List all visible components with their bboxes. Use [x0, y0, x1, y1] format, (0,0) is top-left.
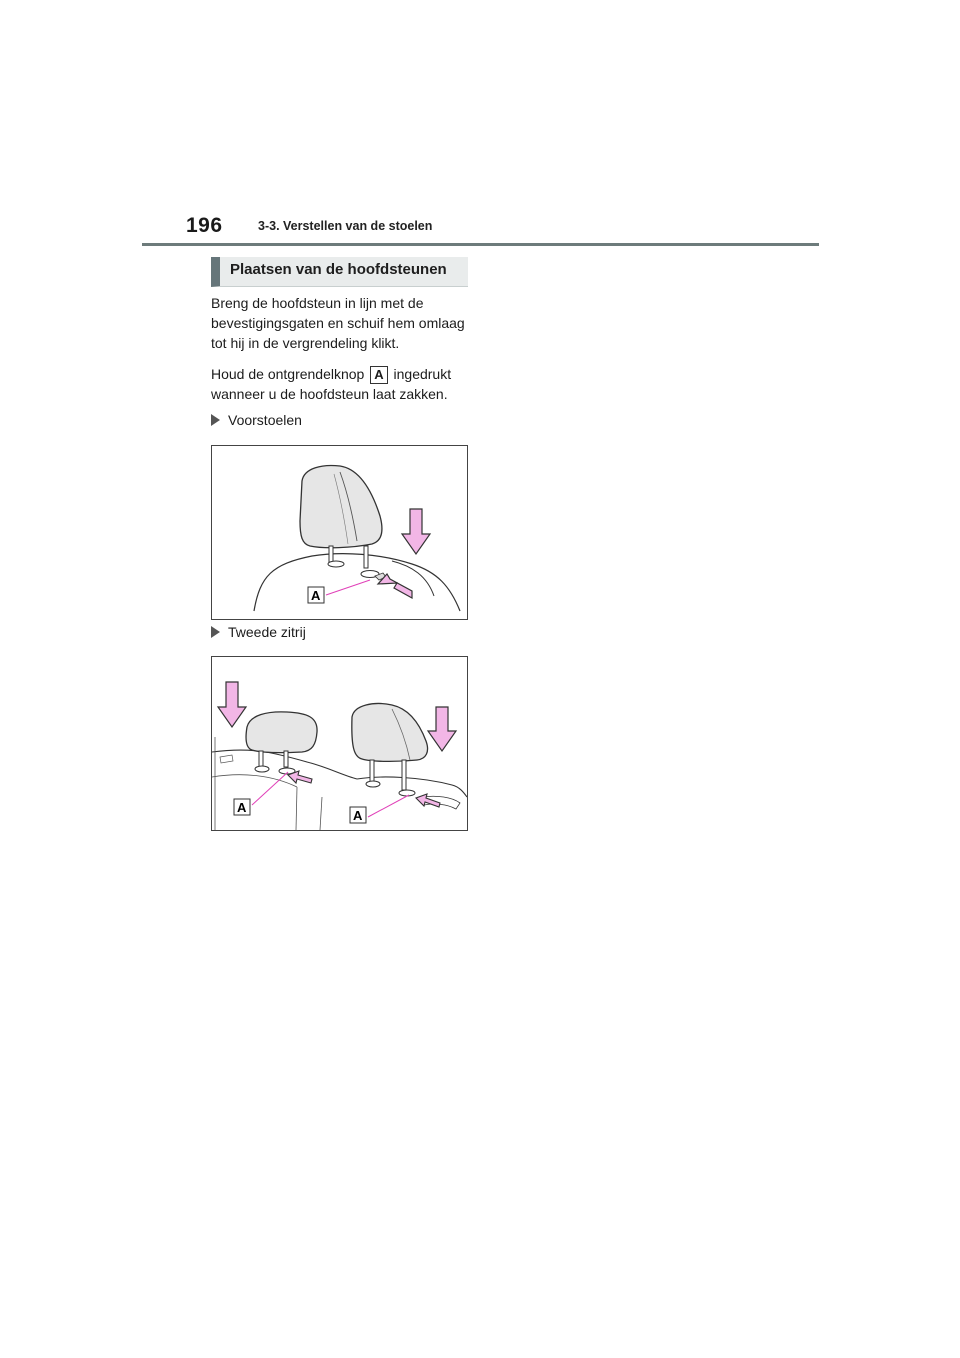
down-arrow-icon	[402, 509, 430, 554]
section-heading-text: Plaatsen van de hoofdsteunen	[230, 261, 447, 278]
paragraph-instructions: Breng de hoofdsteun in lijn met de bevestigingsgaten en schuif hem omlaag tot hij in de vergrendeling klikt.	[211, 295, 465, 351]
down-arrow-right-icon	[428, 707, 456, 751]
triangle-bullet-icon	[211, 626, 220, 638]
bullet-front-seats	[211, 412, 302, 428]
paragraph-release-button	[211, 364, 473, 404]
headrest-right-icon	[352, 704, 428, 762]
triangle-bullet-icon	[211, 414, 220, 426]
label-a-right: A	[353, 808, 363, 823]
headrest-icon	[300, 466, 382, 548]
push-arrow-icon	[378, 574, 412, 598]
bullet-text: Tweede zitrij	[228, 624, 306, 640]
section-title: 3-3. Verstellen van de stoelen	[258, 219, 433, 233]
figure-rear-seat-headrests	[211, 656, 468, 831]
section-heading	[211, 257, 468, 287]
paragraph-text-after: ingedrukt wanneer u de hoofdsteun laat zakken.	[211, 366, 452, 402]
bullet-second-row	[211, 624, 306, 640]
label-a-left: A	[237, 800, 247, 815]
paragraph-text-before: Houd de ontgrendelknop	[211, 366, 365, 382]
front-seat-illustration	[212, 446, 467, 619]
headrest-left-icon	[246, 712, 317, 753]
page-number: 196	[186, 214, 223, 237]
bullet-text: Voorstoelen	[228, 412, 302, 428]
down-arrow-left-icon	[218, 682, 246, 727]
rear-seat-illustration	[212, 657, 467, 830]
header-rule	[142, 243, 819, 246]
label-a: A	[311, 588, 321, 603]
label-a-inline: A	[370, 366, 387, 384]
figure-front-seat-headrest	[211, 445, 468, 620]
